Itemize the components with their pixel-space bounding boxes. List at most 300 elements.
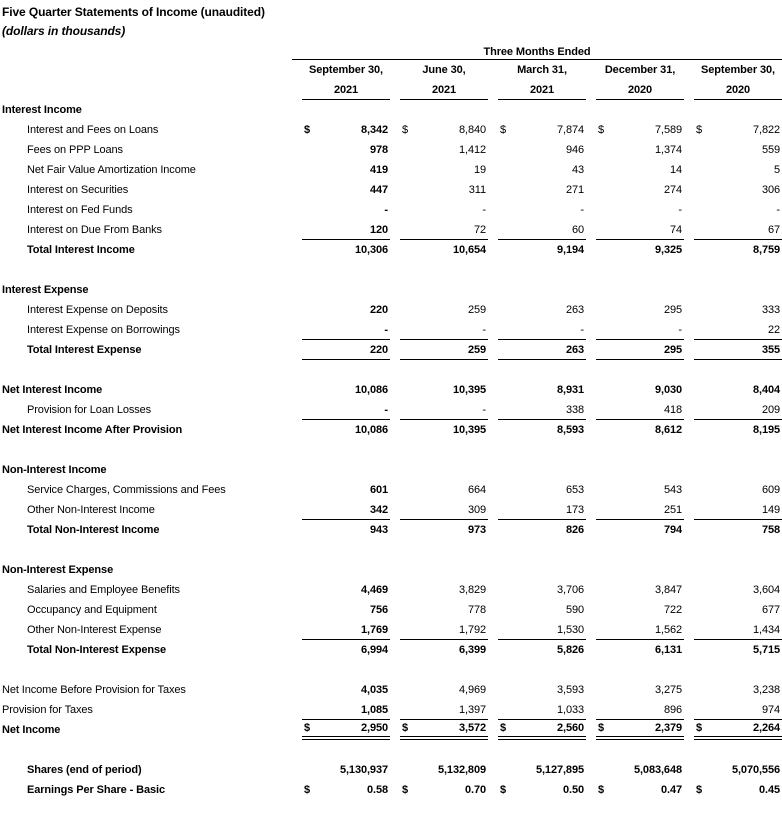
cell-value: 2,379 [654, 722, 682, 734]
value-cell [292, 240, 390, 260]
value-cell [488, 600, 586, 620]
value-cell [684, 580, 782, 600]
cell-value: 601 [369, 484, 388, 496]
value-box [694, 180, 782, 200]
value-box [596, 240, 684, 260]
value-cell [292, 160, 390, 180]
cell-value: 973 [467, 524, 486, 536]
value-box [400, 420, 488, 440]
value-cell [586, 480, 684, 500]
cell-value: 10,395 [452, 384, 486, 396]
cell-value: 220 [369, 343, 388, 356]
row-label: Salaries and Employee Benefits [27, 584, 180, 596]
cell-value: 355 [761, 343, 780, 356]
value-cell [390, 200, 488, 220]
income-statement-table [0, 43, 782, 800]
value-cell [586, 200, 684, 220]
value-cell [292, 140, 390, 160]
cell-value: 14 [669, 164, 682, 176]
row-shares-end-of-period [0, 760, 782, 780]
cell-value: 120 [369, 223, 388, 236]
cell-value: 9,030 [654, 384, 682, 396]
value-cell [684, 380, 782, 400]
row-net-interest-income [0, 380, 782, 400]
value-cell [684, 500, 782, 520]
period-header: Three Months Ended [292, 43, 782, 60]
value-box [596, 400, 684, 420]
value-cell [390, 480, 488, 500]
column-header-spacer [0, 80, 292, 100]
cell-value: - [384, 204, 388, 216]
value-cell [586, 520, 684, 540]
row-label: Total Interest Income [27, 244, 135, 256]
value-box [694, 140, 782, 160]
value-box [498, 340, 586, 360]
value-cell [586, 680, 684, 700]
cell-value: 418 [663, 403, 682, 416]
value-box [400, 620, 488, 640]
value-cell [390, 680, 488, 700]
value-box [498, 380, 586, 400]
value-box [498, 580, 586, 600]
value-box [498, 220, 586, 240]
value-cell [684, 400, 782, 420]
value-box [694, 160, 782, 180]
row-interest-expense-on-borrowings [0, 320, 782, 340]
value-box [498, 760, 586, 780]
value-cell [390, 580, 488, 600]
value-cell [586, 340, 684, 360]
value-box [400, 340, 488, 360]
row-salaries-and-employee-benefits [0, 580, 782, 600]
spacer-row [0, 260, 782, 280]
value-cell [586, 720, 684, 740]
cell-value: 306 [761, 184, 780, 196]
cell-value: 5,826 [556, 644, 584, 656]
value-box [694, 620, 782, 640]
value-box [400, 140, 488, 160]
value-cell [292, 480, 390, 500]
value-cell [684, 180, 782, 200]
value-cell [292, 780, 390, 800]
value-box [302, 780, 390, 800]
cell-value: 9,194 [556, 244, 584, 256]
cell-value: 826 [565, 524, 584, 536]
value-cell [684, 700, 782, 720]
value-cell [292, 420, 390, 440]
cell-value: 1,085 [360, 703, 388, 716]
value-cell [684, 300, 782, 320]
cell-value: 5,132,809 [437, 764, 486, 776]
cell-value: 72 [473, 223, 486, 236]
value-cell [684, 420, 782, 440]
value-cell [488, 760, 586, 780]
value-cell [488, 320, 586, 340]
value-box [302, 400, 390, 420]
row-label: Total Interest Expense [27, 344, 142, 356]
column-header-december-31-2020-line2: 2020 [596, 80, 684, 100]
value-box [596, 300, 684, 320]
value-cell [292, 600, 390, 620]
row-provision-for-taxes [0, 700, 782, 720]
value-cell [292, 380, 390, 400]
cell-value: 677 [761, 604, 780, 616]
cell-value: 3,706 [556, 584, 584, 596]
cell-value: 3,593 [556, 684, 584, 696]
row-other-non-interest-expense [0, 620, 782, 640]
value-cell [390, 400, 488, 420]
value-cell [390, 780, 488, 800]
value-cell [488, 480, 586, 500]
value-cell [390, 220, 488, 240]
cell-value: 4,035 [360, 684, 388, 696]
value-cell [684, 480, 782, 500]
cell-value: 8,593 [556, 424, 584, 436]
value-cell [390, 620, 488, 640]
row-label: Total Non-Interest Expense [27, 644, 166, 656]
value-cell [488, 140, 586, 160]
cell-value: 8,840 [458, 124, 486, 136]
cell-value: 6,994 [360, 644, 388, 656]
value-box [596, 700, 684, 720]
cell-value: 419 [369, 164, 388, 176]
value-box [498, 640, 586, 660]
value-cell [488, 160, 586, 180]
cell-value: 5,130,937 [339, 764, 388, 776]
row-label: Other Non-Interest Expense [27, 624, 162, 636]
cell-value: 778 [467, 604, 486, 616]
column-header-march-31-2021-line1: March 31, [517, 64, 567, 76]
row-label: Interest on Due From Banks [27, 224, 162, 236]
cell-value: 722 [663, 604, 682, 616]
value-cell [586, 760, 684, 780]
value-cell [586, 300, 684, 320]
value-box [498, 480, 586, 500]
page-title: Five Quarter Statements of Income (unaudited) [2, 5, 265, 19]
cell-value: 259 [467, 304, 486, 316]
value-box [596, 420, 684, 440]
spacer-row [0, 740, 782, 760]
dollar-sign: $ [304, 124, 311, 136]
value-box [596, 780, 684, 800]
dollar-sign: $ [402, 124, 409, 136]
row-interest-on-securities [0, 180, 782, 200]
value-cell [390, 600, 488, 620]
cell-value: 309 [467, 503, 486, 516]
row-interest-and-fees-on-loans [0, 120, 782, 140]
value-box [400, 700, 488, 720]
value-cell [390, 640, 488, 660]
value-cell [390, 760, 488, 780]
value-box [694, 400, 782, 420]
value-box [400, 220, 488, 240]
column-header-cell [586, 80, 684, 100]
value-box [302, 200, 390, 220]
cell-value: 5,127,895 [535, 764, 584, 776]
value-cell [684, 780, 782, 800]
cell-value: 60 [571, 223, 584, 236]
cell-value: 67 [767, 223, 780, 236]
column-header-cell [488, 80, 586, 100]
value-cell [292, 120, 390, 140]
row-label: Shares (end of period) [27, 764, 142, 776]
value-box [694, 600, 782, 620]
cell-value: 1,562 [654, 623, 682, 636]
column-header-spacer [0, 60, 292, 80]
value-cell [488, 340, 586, 360]
cell-value: - [678, 323, 682, 336]
cell-value: - [384, 403, 388, 416]
value-cell [488, 400, 586, 420]
column-header-december-31-2020-line1: December 31, [604, 64, 676, 76]
value-cell [684, 140, 782, 160]
row-label: Total Non-Interest Income [27, 524, 160, 536]
value-box [302, 680, 390, 700]
value-box [302, 380, 390, 400]
value-box [596, 220, 684, 240]
value-cell [390, 380, 488, 400]
cell-value: 10,086 [354, 424, 388, 436]
value-box [596, 600, 684, 620]
value-box [400, 160, 488, 180]
value-cell [586, 500, 684, 520]
value-cell [292, 720, 390, 740]
value-box [302, 700, 390, 720]
value-box [694, 720, 782, 740]
cell-value: 342 [369, 503, 388, 516]
cell-value: 7,874 [556, 124, 584, 136]
value-cell [586, 700, 684, 720]
dollar-sign: $ [402, 784, 409, 796]
cell-value: 978 [369, 144, 388, 156]
cell-value: - [580, 204, 584, 216]
value-box [302, 160, 390, 180]
cell-value: 4,469 [360, 584, 388, 596]
row-label: Interest Expense [2, 284, 89, 296]
value-box [302, 120, 390, 140]
cell-value: 559 [761, 144, 780, 156]
cell-value: 0.70 [464, 784, 486, 796]
cell-value: - [776, 204, 780, 216]
value-box [694, 760, 782, 780]
spacer-row [0, 440, 782, 460]
value-cell [390, 700, 488, 720]
dollar-sign: $ [598, 784, 605, 796]
value-box [498, 420, 586, 440]
column-header-june-30-2021-line1: June 30, [422, 64, 466, 76]
value-box [400, 240, 488, 260]
column-header-cell [684, 60, 782, 80]
value-cell [390, 300, 488, 320]
value-cell [684, 160, 782, 180]
cell-value: 3,604 [752, 584, 780, 596]
value-cell [488, 680, 586, 700]
value-cell [586, 600, 684, 620]
value-cell [586, 580, 684, 600]
cell-value: 6,399 [458, 644, 486, 656]
value-box [498, 620, 586, 640]
value-box [694, 240, 782, 260]
value-box [498, 240, 586, 260]
value-cell [292, 200, 390, 220]
value-box [498, 780, 586, 800]
row-interest-expense-on-deposits [0, 300, 782, 320]
value-box [694, 520, 782, 540]
row-label: Occupancy and Equipment [27, 604, 157, 616]
value-cell [488, 380, 586, 400]
cell-value: 19 [473, 164, 486, 176]
value-cell [684, 680, 782, 700]
value-box [596, 380, 684, 400]
row-net-interest-income-after-provision [0, 420, 782, 440]
value-box [302, 320, 390, 340]
row-other-non-interest-income [0, 500, 782, 520]
cell-value: 8,404 [752, 384, 780, 396]
cell-value: 896 [663, 703, 682, 716]
value-box [400, 680, 488, 700]
value-cell [586, 320, 684, 340]
value-box [302, 760, 390, 780]
cell-value: 1,412 [458, 144, 486, 156]
cell-value: 664 [467, 484, 486, 496]
value-cell [292, 220, 390, 240]
row-label: Net Income Before Provision for Taxes [2, 684, 186, 696]
row-label: Non-Interest Income [2, 464, 107, 476]
value-cell [586, 220, 684, 240]
value-cell [390, 140, 488, 160]
value-box [400, 200, 488, 220]
value-cell [488, 620, 586, 640]
dollar-sign: $ [500, 722, 507, 734]
value-cell [684, 320, 782, 340]
row-total-interest-expense [0, 340, 782, 360]
value-box [596, 320, 684, 340]
cell-value: 653 [565, 484, 584, 496]
spacer-row [0, 660, 782, 680]
value-box [400, 180, 488, 200]
value-cell [684, 200, 782, 220]
dollar-sign: $ [696, 722, 703, 734]
row-total-non-interest-expense [0, 640, 782, 660]
value-cell [684, 620, 782, 640]
value-cell [684, 520, 782, 540]
cell-value: 0.47 [660, 784, 682, 796]
dollar-sign: $ [304, 784, 311, 796]
value-box [596, 140, 684, 160]
cell-value: 10,086 [354, 384, 388, 396]
value-box [400, 380, 488, 400]
column-header-row-1 [0, 60, 782, 80]
value-box [400, 720, 488, 740]
cell-value: 8,931 [556, 384, 584, 396]
row-label: Net Fair Value Amortization Income [27, 164, 196, 176]
value-cell [488, 180, 586, 200]
value-box [694, 680, 782, 700]
value-cell [292, 640, 390, 660]
cell-value: 263 [565, 343, 584, 356]
cell-value: 74 [669, 223, 682, 236]
value-cell [292, 700, 390, 720]
value-cell [684, 720, 782, 740]
value-box [694, 780, 782, 800]
value-box [302, 340, 390, 360]
value-cell [292, 320, 390, 340]
value-box [400, 600, 488, 620]
value-box [694, 420, 782, 440]
column-header-cell [292, 80, 390, 100]
value-box [400, 120, 488, 140]
value-box [596, 720, 684, 740]
row-interest-expense [0, 280, 782, 300]
value-cell [586, 400, 684, 420]
cell-value: 271 [565, 184, 584, 196]
value-box [400, 580, 488, 600]
value-box [302, 180, 390, 200]
value-box [694, 340, 782, 360]
value-box [400, 300, 488, 320]
value-cell [292, 340, 390, 360]
column-header-cell [390, 80, 488, 100]
row-label: Net Income [2, 724, 61, 736]
value-box [694, 480, 782, 500]
dollar-sign: $ [598, 124, 605, 136]
value-cell [390, 340, 488, 360]
cell-value: - [580, 323, 584, 336]
value-cell [488, 580, 586, 600]
cell-value: 0.50 [562, 784, 584, 796]
value-cell [586, 620, 684, 640]
value-cell [586, 180, 684, 200]
cell-value: 3,275 [654, 684, 682, 696]
row-interest-on-fed-funds [0, 200, 782, 220]
cell-value: 7,589 [654, 124, 682, 136]
row-label: Interest Expense on Borrowings [27, 324, 180, 336]
value-cell [586, 380, 684, 400]
column-header-september-30-2020-line1: September 30, [701, 64, 775, 76]
cell-value: 609 [761, 484, 780, 496]
column-header-cell [684, 80, 782, 100]
value-box [596, 680, 684, 700]
value-box [302, 300, 390, 320]
value-cell [684, 220, 782, 240]
cell-value: 2,950 [360, 722, 388, 734]
value-box [596, 120, 684, 140]
value-cell [292, 400, 390, 420]
value-box [400, 320, 488, 340]
value-cell [390, 180, 488, 200]
row-total-interest-income [0, 240, 782, 260]
cell-value: 447 [369, 184, 388, 196]
cell-value: 758 [761, 524, 780, 536]
cell-value: - [482, 403, 486, 416]
value-box [498, 400, 586, 420]
row-service-charges-commissions-and-fees [0, 480, 782, 500]
cell-value: 3,829 [458, 584, 486, 596]
value-cell [684, 340, 782, 360]
value-cell [390, 720, 488, 740]
value-box [400, 500, 488, 520]
value-cell [292, 580, 390, 600]
value-box [302, 500, 390, 520]
row-label: Net Interest Income After Provision [2, 424, 183, 436]
value-box [302, 580, 390, 600]
cell-value: 2,264 [752, 722, 780, 734]
column-header-september-30-2021-line2: 2021 [302, 80, 390, 100]
row-label: Interest on Fed Funds [27, 204, 133, 216]
value-cell [488, 120, 586, 140]
cell-value: 295 [663, 343, 682, 356]
value-box [694, 580, 782, 600]
